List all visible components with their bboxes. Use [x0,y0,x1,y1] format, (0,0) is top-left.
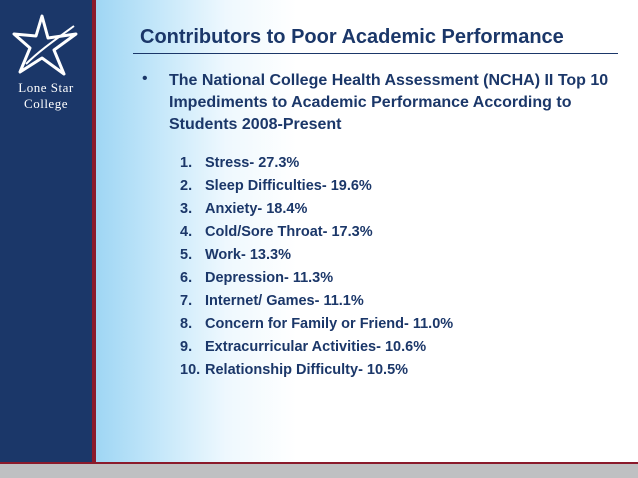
list-text: Depression- 11.3% [205,270,334,286]
list-text: Extracurricular Activities- 10.6% [205,339,427,355]
college-logo [6,12,86,122]
list-text: Internet/ Games- 11.1% [205,293,364,309]
slide-title: Contributors to Poor Academic Performance [140,26,564,48]
list-item [180,198,453,221]
list-item [180,336,453,359]
list-number: 4. [180,224,193,240]
impediments-list [180,152,453,382]
bullet-dot: • [142,70,148,87]
list-text: Anxiety- 18.4% [205,201,308,217]
list-text: Work- 13.3% [205,247,291,263]
title-underline [133,53,618,54]
list-item [180,175,453,198]
list-text: Cold/Sore Throat- 17.3% [205,224,373,240]
list-number: 5. [180,247,193,263]
list-text: Stress- 27.3% [205,155,300,171]
logo-line-2: College [24,96,68,111]
list-number: 8. [180,316,193,332]
list-item [180,290,453,313]
list-text: Concern for Family or Friend- 11.0% [205,316,454,332]
list-item [180,267,453,290]
list-number: 1. [180,155,193,171]
list-item [180,221,453,244]
list-text: Relationship Difficulty- 10.5% [205,362,409,378]
list-text: Sleep Difficulties- 19.6% [205,178,372,194]
list-number: 2. [180,178,193,194]
list-item [180,313,453,336]
list-number: 7. [180,293,193,309]
list-number: 10. [180,362,201,378]
list-number: 9. [180,339,193,355]
logo-line-1: Lone Star [18,80,74,95]
list-number: 6. [180,270,193,286]
bottom-bar [0,464,638,478]
list-item [180,152,453,175]
bullet-text: The National College Health Assessment (NCHA) II Top 10 Impediments to Academic Performance According to Students 2008-Present [169,72,609,133]
list-item [180,244,453,267]
star-icon [12,12,80,78]
list-item [180,359,453,382]
list-number: 3. [180,201,193,217]
